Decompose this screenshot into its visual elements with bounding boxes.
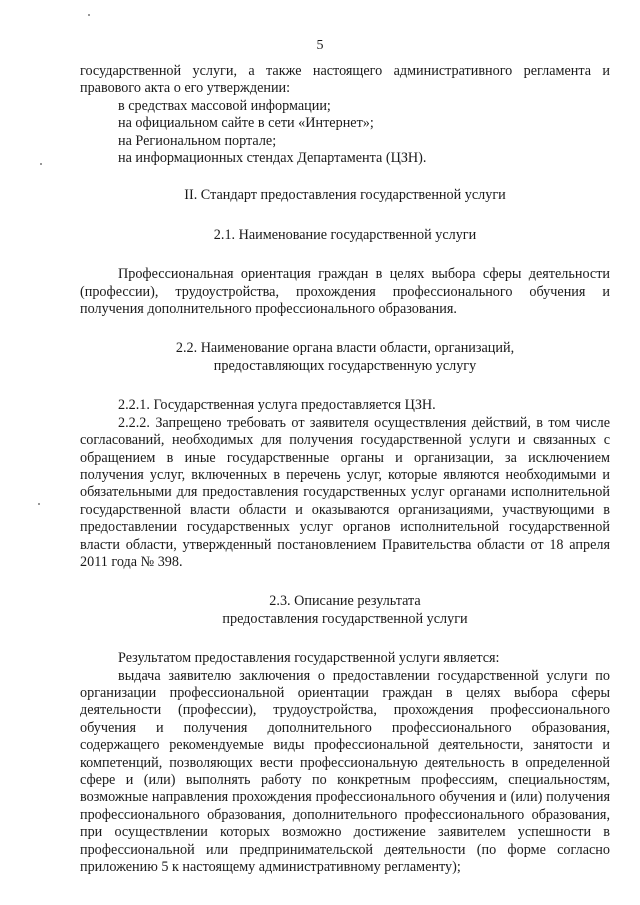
subsection-heading-line2: предоставляющих государственную услугу — [213, 357, 477, 374]
document-body — [80, 63, 610, 876]
subsection-heading-line2: предоставления государственной услуги — [222, 610, 468, 627]
result-intro-paragraph: Результатом предоставления государственной услуги является: — [118, 650, 500, 667]
scan-speck — [88, 14, 90, 16]
paragraph-2-2-1: 2.2.1. Государственная услуга предоставляется ЦЗН. — [118, 397, 436, 414]
subsection-heading: 2.1. Наименование государственной услуги — [213, 226, 477, 243]
intro-paragraph: государственной услуги, а также настоящего административного регламента и правового акта о его утверждении: — [80, 63, 610, 97]
list-item: на Региональном портале; — [118, 132, 277, 149]
scan-speck — [40, 163, 42, 165]
list-item: на информационных стендах Департамента (ЦЗН). — [118, 150, 427, 167]
scan-speck — [38, 503, 40, 505]
subsection-heading: 2.3. Описание результата — [269, 593, 421, 610]
paragraph-2-2-2: 2.2.2. Запрещено требовать от заявителя осуществления действий, в том числе согласований, необходимых для получения государственной услуги и связанных с обращением в иные государственные органы и организации, за исключением получения услуг, включенных в перечень услуг, которые являются необходимыми и обязательными для предоставления государственных услуг органами исполнительной государственной власти области и оказываются организациями, участвующими в предоставлении государственных услуг органов исполнительной государственной власти области, утвержденный постановлением Правительства области от 18 апреля 2011 года № 398. — [80, 414, 610, 570]
publication-list — [80, 98, 610, 168]
subsection-heading: 2.2. Наименование органа власти области, организаций, — [175, 340, 515, 357]
section-heading: II. Стандарт предоставления государственной услуги — [184, 187, 506, 204]
list-item: в средствах массовой информации; — [118, 97, 331, 114]
service-name-paragraph: Профессиональная ориентация граждан в целях выбора сферы деятельности (профессии), трудоустройства, прохождения профессионального обучения и получения дополнительного профессионального образования. — [80, 266, 610, 318]
page-number: 5 — [316, 38, 324, 53]
result-description-paragraph: выдача заявителю заключения о предоставлении государственной услуги по организации профессиональной ориентации граждан в целях выбора сферы деятельности (профессии), трудоустройства, прохождения профессионального обучения и получения дополнительного профессионального образования, содержащего рекомендуемые виды профессиональной деятельности, занятости и компетенций, позволяющих вести профессиональную деятельность в определенной сфере и (или) выполнять работу по конкретным профессиям, специальностям, возможные направления прохождения профессионального обучения и (или) получения профессионального образования, дополнительного профессионального образования, при осуществлении которых возможно достижение заявителем успешности в профессиональной или предпринимательской деятельности (по форме согласно приложению 5 к настоящему административному регламенту); — [80, 667, 610, 876]
list-item: на официальном сайте в сети «Интернет»; — [118, 115, 374, 132]
